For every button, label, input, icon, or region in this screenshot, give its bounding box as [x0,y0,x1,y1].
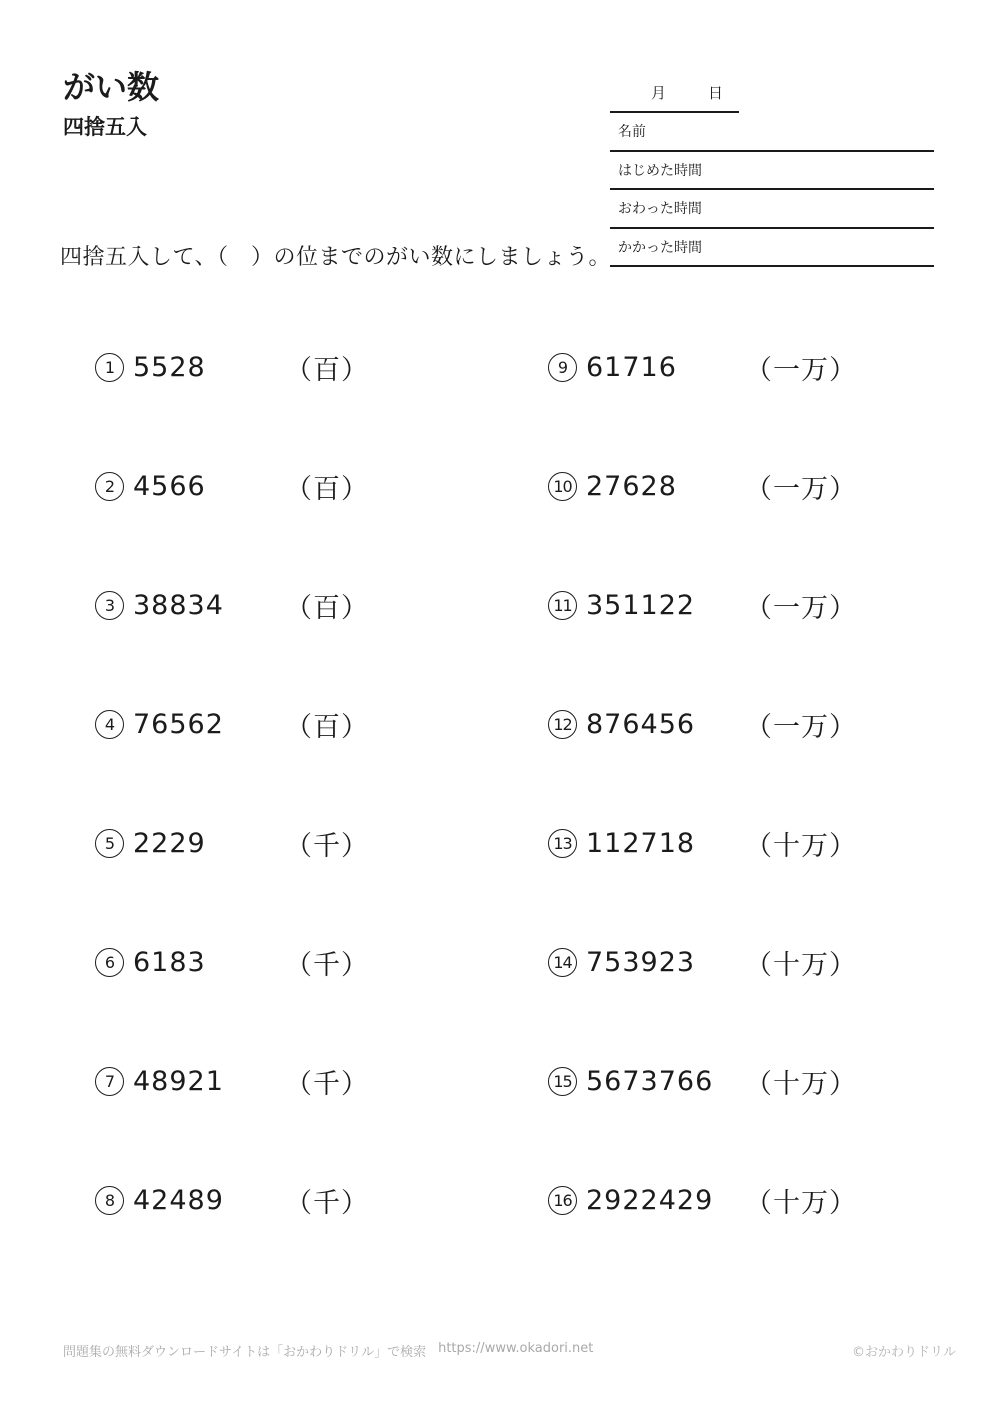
problem-number-badge: 9 [548,353,577,382]
problem-value: 42489 [133,1184,224,1216]
problem-target-place: （百） [285,593,369,625]
problem-value: 27628 [586,471,677,503]
page-title: がい数 [63,68,160,106]
date-field [610,82,739,113]
problem-row-9 [548,309,988,428]
problem-number-badge: 5 [95,829,124,858]
problem-row-8 [95,1141,535,1260]
problem-row-2 [95,427,535,546]
student-info-form [610,82,934,267]
problem-target-place: （一万） [745,355,857,387]
problem-number-badge: 16 [548,1186,577,1215]
problem-value: 61716 [586,352,677,384]
problem-number-badge: 8 [95,1186,124,1215]
problem-target-place: （百） [285,474,369,506]
problem-number-badge: 3 [95,591,124,620]
problem-value: 753923 [586,946,696,978]
footer-copyright: ©おかわりドリル [852,1345,957,1360]
problem-number-badge: 14 [548,948,577,977]
end-time-label: おわった時間 [618,201,702,218]
name-label: 名前 [618,124,646,141]
problem-value: 4566 [133,471,206,503]
problem-value: 876456 [586,709,696,741]
problem-row-5 [95,784,535,903]
problem-number-badge: 6 [95,948,124,977]
problem-number-badge: 7 [95,1067,124,1096]
elapsed-time-field [610,229,934,268]
problem-target-place: （一万） [745,712,857,744]
problems-column-right [548,309,988,1260]
problem-row-6 [95,903,535,1022]
problem-value: 112718 [586,828,696,859]
end-time-field [610,190,934,229]
problem-row-12 [548,665,988,784]
footer-search-text: 問題集の無料ダウンロードサイトは「おかわりドリル」で検索 [63,1345,427,1360]
start-time-field [610,152,934,191]
footer-url: https://www.okadori.net [438,1341,594,1356]
problem-target-place: （一万） [745,474,857,506]
problem-value: 76562 [133,709,224,741]
problem-target-place: （十万） [745,1068,857,1100]
problem-number-badge: 12 [548,710,577,739]
problem-row-16 [548,1141,988,1260]
problem-value: 351122 [586,590,696,622]
elapsed-time-label: かかった時間 [618,239,702,256]
problem-row-13 [548,784,988,903]
problem-row-4 [95,665,535,784]
problem-target-place: （一万） [745,593,857,625]
problem-row-15 [548,1022,988,1141]
problem-row-1 [95,309,535,428]
problems-column-left [95,309,535,1260]
problem-value: 48921 [133,1065,224,1097]
problem-target-place: （十万） [745,949,857,981]
problem-row-10 [548,427,988,546]
start-time-label: はじめた時間 [618,162,702,179]
problem-target-place: （千） [285,1187,369,1219]
problem-number-badge: 11 [548,591,577,620]
problem-target-place: （十万） [745,1187,857,1219]
problem-number-badge: 10 [548,472,577,501]
problem-target-place: （十万） [745,831,857,862]
problem-value: 2922429 [586,1184,714,1216]
problem-value: 2229 [133,828,206,859]
problem-target-place: （百） [285,712,369,744]
problem-value: 5528 [133,352,206,384]
problem-number-badge: 2 [95,472,124,501]
problem-target-place: （千） [285,949,369,981]
problem-row-14 [548,903,988,1022]
problem-target-place: （百） [285,355,369,387]
problem-row-3 [95,546,535,665]
problem-row-7 [95,1022,535,1141]
problem-value: 6183 [133,946,206,978]
day-label: 日 [708,84,724,102]
footer-site-info [63,1341,593,1360]
page-subtitle: 四捨五入 [63,115,147,139]
instruction-text: 四捨五入して、（ ）の位までのがい数にしましょう。 [60,245,612,270]
problem-number-badge: 4 [95,710,124,739]
problem-number-badge: 1 [95,353,124,382]
problem-value: 5673766 [586,1065,714,1097]
problem-row-11 [548,546,988,665]
problem-target-place: （千） [285,831,369,862]
name-field [610,113,934,152]
problem-number-badge: 15 [548,1067,577,1096]
problem-target-place: （千） [285,1068,369,1100]
month-label: 月 [651,84,667,102]
problem-number-badge: 13 [548,829,577,858]
problem-value: 38834 [133,590,224,622]
